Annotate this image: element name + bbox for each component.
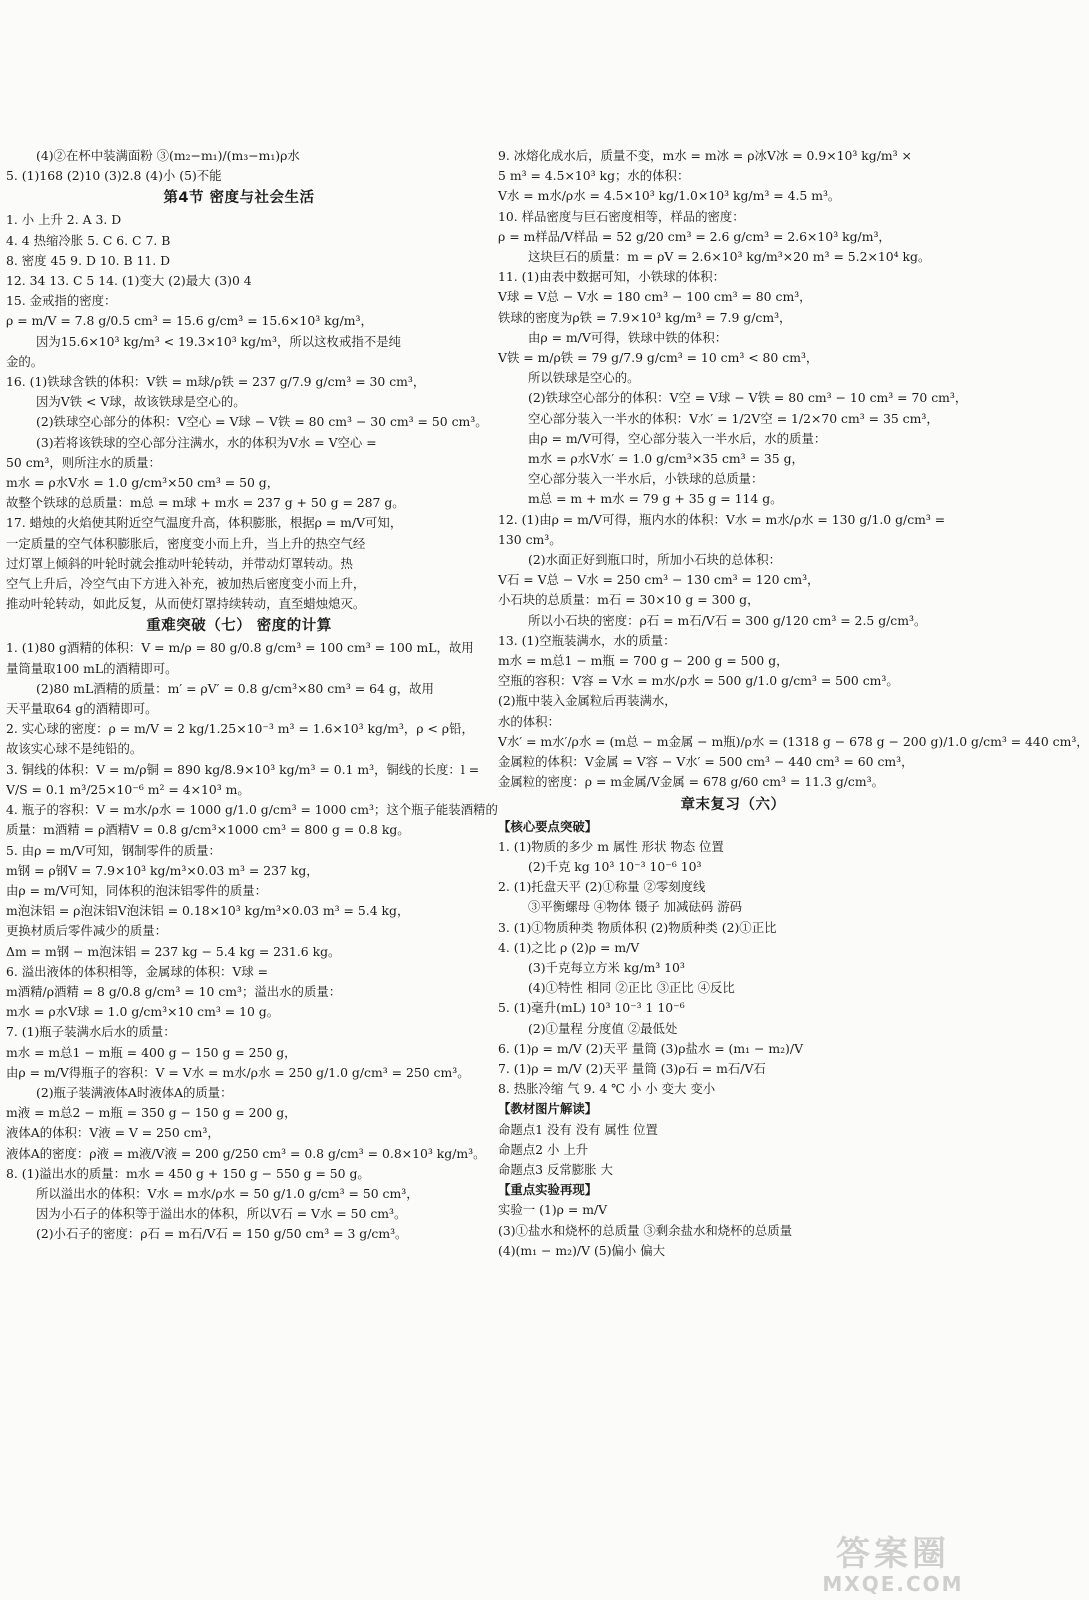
answer-line: 9. 冰熔化成水后，质量不变，m水 = m冰 = ρ冰V冰 = 0.9×10³ kg/m³ × xyxy=(498,148,912,163)
answer-line: 16. (1)铁球含铁的体积：V铁 = m球/ρ铁 = 237 g/7.9 g/cm³ = 30 cm³， xyxy=(6,374,426,390)
answer-line: m水 = m总1 − m瓶 = 400 g − 150 g = 250 g， xyxy=(6,1044,297,1060)
answer-line: (2)小石子的密度：ρ石 = m石/V石 = 150 g/50 cm³ = 3 g/cm³。 xyxy=(36,1226,408,1242)
section-heading: 重难突破（七） 密度的计算 xyxy=(146,618,332,635)
answer-line: V水′ = m水′/ρ水 = (m总 − m金属 − m瓶)/ρ水 = (1318 g − 678 g − 200 g)/1.0 g/cm³ = 440 cm³， xyxy=(498,733,1089,749)
answer-line: m水 = ρ水V球 = 1.0 g/cm³×10 cm³ = 10 g。 xyxy=(6,1004,280,1020)
answer-line: 空心部分装入一半水后，小铁球的总质量： xyxy=(528,471,764,487)
answer-line: V球 = V总 − V水 = 180 cm³ − 100 cm³ = 80 cm³， xyxy=(498,289,812,305)
answer-line: Δm = m钢 − m泡沫铝 = 237 kg − 5.4 kg = 231.6 kg。 xyxy=(6,943,341,959)
answer-line: 空心部分装入一半水的体积：V水′ = 1/2V空 = 1/2×70 cm³ = 35 cm³， xyxy=(528,410,939,426)
answer-line: ρ = m样品/V样品 = 52 g/20 cm³ = 2.6 g/cm³ = 2.6×10³ kg/m³， xyxy=(498,228,891,244)
answer-line: 金属粒的密度：ρ = m金属/V金属 = 678 g/60 cm³ = 11.3 g/cm³。 xyxy=(498,774,884,790)
answer-line: 8. (1)溢出水的质量：m水 = 450 g + 150 g − 550 g = 50 g。 xyxy=(6,1165,370,1181)
answer-line: V石 = V总 − V水 = 250 cm³ − 130 cm³ = 120 cm³， xyxy=(498,572,820,588)
answer-line: 8. 热胀冷缩 气 9. 4 ℃ 小 小 变大 变小 xyxy=(498,1081,716,1097)
answer-line: 这块巨石的质量：m = ρV = 2.6×10³ kg/m³×20 m³ = 5.2×10⁴ kg。 xyxy=(528,249,931,265)
answer-line: (2)铁球空心部分的体积：V空 = V球 − V铁 = 80 cm³ − 10 cm³ = 70 cm³， xyxy=(528,390,968,406)
answer-line: 13. (1)空瓶装满水，水的质量： xyxy=(498,632,676,648)
answer-line: 由ρ = m/V可知，同体积的泡沫铝零件的质量： xyxy=(6,882,268,898)
answer-line: (2)千克 kg 10³ 10⁻³ 10⁻⁶ 10³ xyxy=(528,858,702,874)
answer-line: 由ρ = m/V可得，空心部分装入一半水后，水的质量： xyxy=(528,430,827,446)
answer-line: (2)水面正好到瓶口时，所加小石块的总体积： xyxy=(528,552,781,568)
answer-line: (2)瓶子装满液体A时液体A的质量： xyxy=(36,1084,233,1100)
answer-line: 12. (1)由ρ = m/V可得，瓶内水的体积：V水 = m水/ρ水 = 130 g/1.0 g/cm³ = xyxy=(498,511,946,527)
answer-line: 11. (1)由表中数据可知，小铁球的体积： xyxy=(498,269,726,285)
answer-line: (3)①盐水和烧杯的总质量 ③剩余盐水和烧杯的总质量 xyxy=(498,1222,793,1238)
answer-line: 命题点2 小 上升 xyxy=(498,1141,589,1157)
answer-line: 由ρ = m/V可得，铁球中铁的体积： xyxy=(528,329,728,345)
subsection-label: 【教材图片解读】 xyxy=(498,1101,598,1117)
answer-line: V铁 = m/ρ铁 = 79 g/7.9 g/cm³ = 10 cm³ < 80 cm³， xyxy=(498,350,819,366)
answer-line: 更换材质后零件减少的质量： xyxy=(6,923,168,939)
answer-line: 4. (1)之比 ρ (2)ρ = m/V xyxy=(498,939,640,955)
answer-line: 故整个铁球的总质量：m总 = m球 + m水 = 237 g + 50 g = 287 g。 xyxy=(6,495,405,511)
watermark-logo xyxy=(804,1534,982,1596)
answer-line: 空气上升后，冷空气由下方进入补充，被加热后密度变小而上升， xyxy=(6,576,366,592)
watermark-url: MXQE.COM xyxy=(822,1572,964,1596)
answer-line: 7. (1)瓶子装满水后水的质量： xyxy=(6,1024,176,1040)
answer-line: (4)②在杯中装满面粉 ③(m₂−m₁)/(m₃−m₁)ρ水 xyxy=(36,148,300,163)
answer-line: 10. 样品密度与巨石密度相等，样品的密度： xyxy=(498,208,745,224)
answer-line: (3)若将该铁球的空心部分注满水，水的体积为V水 = V空心 = xyxy=(36,434,377,450)
answer-line: 6. 溢出液体的体积相等，金属球的体积：V球 = xyxy=(6,963,269,979)
left-column xyxy=(6,146,498,1245)
answer-line: 5. (1)毫升(mL) 10³ 10⁻³ 1 10⁻⁶ xyxy=(498,1000,685,1016)
answer-line: 铁球的密度为ρ铁 = 7.9×10³ kg/m³ = 7.9 g/cm³， xyxy=(498,309,792,325)
answer-line: 质量：m酒精 = ρ酒精V = 0.8 g/cm³×1000 cm³ = 800 g = 0.8 kg。 xyxy=(6,822,410,838)
answer-line: 因为V铁 < V球，故该铁球是空心的。 xyxy=(36,394,246,410)
answer-line: 50 cm³，则所注水的质量： xyxy=(6,454,161,470)
answer-line: 5. 由ρ = m/V可知，钢制零件的质量： xyxy=(6,842,221,858)
answer-line: 水的体积： xyxy=(498,713,560,729)
answer-line: m液 = m总2 − m瓶 = 350 g − 150 g = 200 g， xyxy=(6,1105,297,1121)
answer-line: m泡沫铝 = ρ泡沫铝V泡沫铝 = 0.18×10³ kg/m³×0.03 m³ = 5.4 kg， xyxy=(6,903,410,919)
answer-line: 17. 蜡烛的火焰使其附近空气温度升高，体积膨胀，根据ρ = m/V可知， xyxy=(6,515,403,531)
answer-line: (2)80 mL酒精的质量：m′ = ρV′ = 0.8 g/cm³×80 cm³ = 64 g，故用 xyxy=(36,680,434,696)
answer-line: 130 cm³。 xyxy=(498,531,562,547)
answer-line: m总 = m + m水 = 79 g + 35 g = 114 g。 xyxy=(528,491,783,507)
answer-line: (4)①特性 相同 ②正比 ③正比 ④反比 xyxy=(528,980,735,996)
answer-line: (2)①量程 分度值 ②最低处 xyxy=(528,1020,678,1036)
answer-line: 4. 4 热缩冷胀 5. C 6. C 7. B xyxy=(6,232,171,248)
answer-line: 1. (1)物质的多少 m 属性 形状 物态 位置 xyxy=(498,838,724,854)
answer-line: 量筒量取100 mL的酒精即可。 xyxy=(6,660,178,676)
answer-line: (2)瓶中装入金属粒后再装满水， xyxy=(498,693,677,709)
answer-line: 命题点3 反常膨胀 大 xyxy=(498,1161,613,1177)
answer-line: 3. (1)①物质种类 物质体积 (2)物质种类 (2)①正比 xyxy=(498,919,777,935)
answer-line: (2)铁球空心部分的体积：V空心 = V球 − V铁 = 80 cm³ − 30 cm³ = 50 cm³。 xyxy=(36,414,488,430)
answer-line: 推动叶轮转动，如此反复，从而使灯罩持续转动，直至蜡烛熄灭。 xyxy=(6,596,366,612)
answer-line: (4)(m₁ − m₂)/V (5)偏小 偏大 xyxy=(498,1242,666,1258)
answer-line: 所以小石块的密度：ρ石 = m石/V石 = 300 g/120 cm³ = 2.5 g/cm³。 xyxy=(528,612,927,628)
answer-line: m水 = ρ水V水 = 1.0 g/cm³×50 cm³ = 50 g， xyxy=(6,475,280,491)
answer-line: 15. 金戒指的密度： xyxy=(6,293,117,309)
answer-line: 天平量取64 g的酒精即可。 xyxy=(6,701,158,717)
answer-line: 所以铁球是空心的。 xyxy=(528,370,640,386)
section-heading: 第4节 密度与社会生活 xyxy=(163,190,315,207)
answer-line: 1. 小 上升 2. A 3. D xyxy=(6,212,122,228)
answer-line: 液体A的体积：V液 = V = 250 cm³， xyxy=(6,1125,220,1141)
answer-line: ③平衡螺母 ④物体 镊子 加减砝码 游码 xyxy=(528,899,743,915)
answer-line: 因为小石子的体积等于溢出水的体积，所以V石 = V水 = 50 cm³。 xyxy=(36,1206,407,1222)
answer-line: 8. 密度 45 9. D 10. B 11. D xyxy=(6,252,171,268)
answer-line: 一定质量的空气体积膨胀后，密度变小而上升，当上升的热空气经 xyxy=(6,535,366,551)
answer-line: 5. (1)168 (2)10 (3)2.8 (4)小 (5)不能 xyxy=(6,168,222,184)
answer-line: 1. (1)80 g酒精的体积：V = m/ρ = 80 g/0.8 g/cm³ = 100 cm³ = 100 mL，故用 xyxy=(6,640,474,656)
answer-line: V/S = 0.1 m³/25×10⁻⁶ m² = 4×10³ m。 xyxy=(6,781,250,797)
answer-line: 所以溢出水的体积：V水 = m水/ρ水 = 50 g/1.0 g/cm³ = 50 cm³， xyxy=(36,1185,419,1201)
answer-line: 4. 瓶子的容积：V = m水/ρ水 = 1000 g/1.0 g/cm³ = 1000 cm³；这个瓶子能装酒精的 xyxy=(6,802,498,818)
answer-line: 6. (1)ρ = m/V (2)天平 量筒 (3)ρ盐水 = (m₁ − m₂)/V xyxy=(498,1040,804,1056)
answer-line: 3. 铜线的体积：V = m/ρ铜 = 890 kg/8.9×10³ kg/m³ = 0.1 m³，铜线的长度：l = xyxy=(6,761,480,777)
answer-line: 液体A的密度：ρ液 = m液/V液 = 200 g/250 cm³ = 0.8 g/cm³ = 0.8×10³ kg/m³。 xyxy=(6,1145,486,1161)
section-heading: 章末复习（六） xyxy=(680,796,786,813)
answer-line: (3)千克每立方米 kg/m³ 10³ xyxy=(528,959,685,975)
answer-line: V水 = m水/ρ水 = 4.5×10³ kg/1.0×10³ kg/m³ = 4.5 m³。 xyxy=(498,188,841,204)
answer-line: 2. 实心球的密度：ρ = m/V = 2 kg/1.25×10⁻³ m³ = 1.6×10³ kg/m³，ρ < ρ铅， xyxy=(6,721,474,737)
answer-line: 命题点1 没有 没有 属性 位置 xyxy=(498,1121,658,1137)
right-column xyxy=(498,146,1089,1261)
subsection-label: 【重点实验再现】 xyxy=(498,1182,598,1198)
answer-line: 实验一 (1)ρ = m/V xyxy=(498,1202,608,1218)
answer-line: 金属粒的体积：V金属 = V容 − V水′ = 500 cm³ − 440 cm³ = 60 cm³， xyxy=(498,754,914,770)
answer-line: 过灯罩上倾斜的叶轮时就会推动叶轮转动，并带动灯罩转动。热 xyxy=(6,555,353,571)
answer-line: ρ = m/V = 7.8 g/0.5 cm³ = 15.6 g/cm³ = 15.6×10³ kg/m³， xyxy=(6,313,373,329)
answer-line: 空瓶的容积：V容 = V水 = m水/ρ水 = 500 g/1.0 g/cm³ = 500 cm³。 xyxy=(498,673,899,689)
answer-line: 5 m³ = 4.5×10³ kg；水的体积： xyxy=(498,168,690,184)
subsection-label: 【核心要点突破】 xyxy=(498,818,598,834)
answer-line: 7. (1)ρ = m/V (2)天平 量筒 (3)ρ石 = m石/V石 xyxy=(498,1060,766,1076)
watermark-text: 答案圈 xyxy=(836,1534,950,1574)
answer-line: 故该实心球不是纯铅的。 xyxy=(6,741,143,757)
answer-line: m酒精/ρ酒精 = 8 g/0.8 g/cm³ = 10 cm³；溢出水的质量： xyxy=(6,983,342,999)
answer-line: 由ρ = m/V得瓶子的容积：V = V水 = m水/ρ水 = 250 g/1.0 g/cm³ = 250 cm³。 xyxy=(6,1064,470,1080)
answer-line: m钢 = ρ钢V = 7.9×10³ kg/m³×0.03 m³ = 237 kg， xyxy=(6,862,319,878)
answer-line: 因为15.6×10³ kg/m³ < 19.3×10³ kg/m³，所以这枚戒指不是纯 xyxy=(36,333,401,349)
answer-line: 小石块的总质量：m石 = 30×10 g = 300 g， xyxy=(498,592,760,608)
answer-line: m水 = m总1 − m瓶 = 700 g − 200 g = 500 g， xyxy=(498,653,789,669)
answer-line: 12. 34 13. C 5 14. (1)变大 (2)最大 (3)0 4 xyxy=(6,273,252,289)
answer-line: 金的。 xyxy=(6,353,44,369)
answer-line: 2. (1)托盘天平 (2)①称量 ②零刻度线 xyxy=(498,879,706,895)
answer-line: m水 = ρ水V水′ = 1.0 g/cm³×35 cm³ = 35 g， xyxy=(528,451,804,467)
